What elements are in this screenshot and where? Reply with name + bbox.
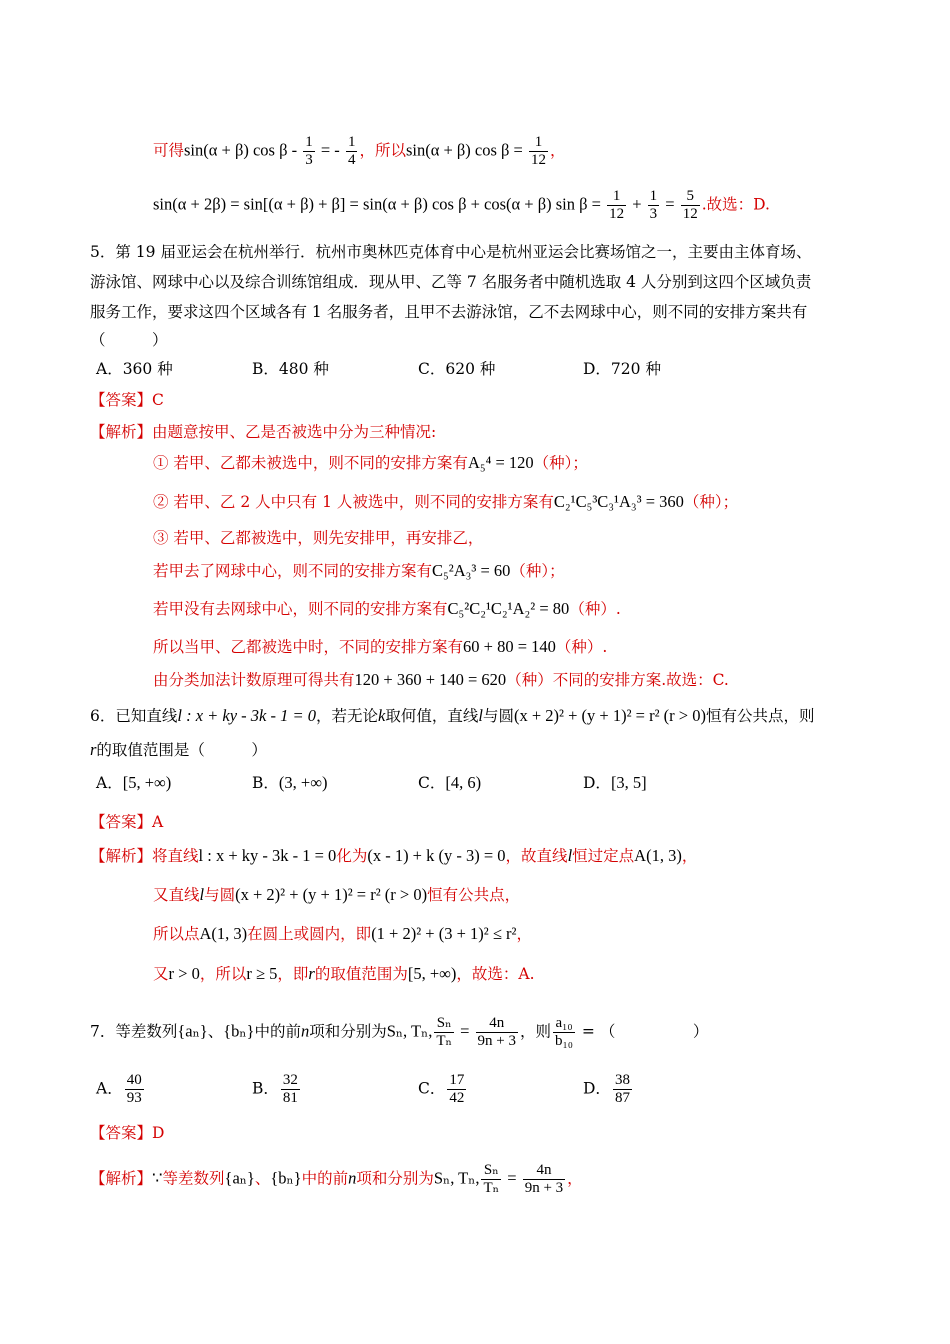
q7-analysis	[90, 1162, 583, 1197]
text: 等差数列	[162, 1169, 225, 1188]
numerator: Sₙ	[434, 1015, 454, 1033]
math: A₅⁴ = 120	[467, 453, 534, 472]
q6-answer	[90, 811, 163, 833]
text: ，即	[277, 965, 309, 983]
q5-analysis	[90, 421, 436, 443]
text: 6．已知直线	[90, 707, 178, 725]
text: ，	[550, 141, 566, 160]
text: 若甲去了网球中心，则不同的安排方案有	[153, 562, 433, 580]
denominator: 42	[449, 1090, 465, 1106]
text: 恒过定点	[572, 847, 635, 865]
denominator: 3	[649, 206, 658, 222]
q5-case-3a	[153, 560, 565, 582]
numerator: 38	[614, 1072, 630, 1088]
fraction	[607, 188, 626, 223]
option-label: D．	[583, 774, 611, 792]
denominator: 12	[609, 206, 625, 222]
text: 与圆	[204, 886, 236, 904]
text: ，则	[520, 1022, 552, 1041]
q5-stem-line: 5．第 19 届亚运会在杭州举行．杭州市奥林匹克体育中心是杭州亚运会比赛场馆之一，主要由主体育场、	[90, 243, 812, 261]
math: =	[661, 194, 679, 214]
q6-stem-1	[90, 705, 814, 727]
math: (1 + 2)² + (3 + 1)² ≤ r²	[371, 924, 517, 943]
math: l	[199, 885, 205, 904]
math: {aₙ}	[224, 1168, 255, 1188]
math: =	[503, 1168, 521, 1188]
q5-stem-line: 游泳馆、网球中心以及综合训练馆组成．现从甲、乙等 7 名服务者中随机选取 4 人分别到这四个区域负责	[90, 273, 812, 291]
text: 、	[254, 1169, 271, 1188]
option-b: B．480 种	[252, 360, 329, 378]
option-label: B．	[252, 774, 279, 792]
math: ∵	[152, 1168, 163, 1188]
fraction	[281, 1072, 300, 1107]
math: Sₙ, Tₙ,	[433, 1168, 480, 1188]
text: 、	[207, 1022, 224, 1041]
q4-line-1	[153, 134, 566, 169]
text: 化为	[336, 847, 368, 865]
math: k	[378, 706, 386, 725]
option-label: C．	[418, 1079, 446, 1098]
numerator: 1	[529, 134, 548, 152]
fraction	[434, 1015, 454, 1050]
option-d: D．720 种	[583, 360, 661, 378]
fraction	[523, 1162, 565, 1197]
fraction	[447, 1072, 466, 1107]
denominator: 3	[305, 152, 313, 168]
text: 的取值范围是（ ）	[96, 741, 267, 759]
math: l	[478, 706, 483, 725]
numerator: 1	[649, 188, 658, 204]
q5-final	[153, 669, 729, 691]
numerator: 1	[607, 188, 626, 206]
answer-value: A	[152, 813, 164, 831]
math: n	[348, 1168, 357, 1188]
math: l : x + ky - 3k - 1 = 0	[198, 846, 337, 865]
text: ，故直线	[505, 847, 568, 865]
text: 在圆上或圆内，即	[247, 925, 372, 943]
numerator: a₁₀	[553, 1015, 575, 1033]
q6-analysis-1	[90, 845, 697, 867]
math: Sₙ, Tₙ,	[386, 1021, 433, 1041]
option-c	[418, 772, 481, 794]
math: {aₙ}	[177, 1021, 208, 1041]
text: 恒有公共点，则	[705, 707, 815, 725]
option-label: A．	[96, 1079, 123, 1098]
denominator: 12	[531, 152, 546, 168]
numerator: 5	[681, 188, 700, 206]
option-math: [3, 5]	[610, 773, 647, 792]
math: sin(α + β) cos β -	[184, 140, 302, 160]
text: 将直线	[152, 847, 199, 865]
q5-stem-line: （ ）	[90, 331, 168, 349]
math: l : x + ky - 3k - 1 = 0	[177, 706, 317, 725]
math: {bₙ}	[223, 1021, 255, 1041]
text: 中的前	[254, 1022, 301, 1041]
text: ② 若甲、乙 2 人中只有 1 人被选中，则不同的安排方案有	[153, 493, 554, 511]
fraction	[481, 1162, 501, 1197]
fraction	[681, 188, 700, 223]
math: 60 + 80 = 140	[463, 637, 556, 656]
text: ，	[516, 925, 532, 943]
q5-sum	[153, 636, 607, 658]
text: 7．等差数列	[90, 1022, 178, 1041]
math: n	[300, 1021, 310, 1041]
text: ① 若甲、乙都未被选中，则不同的安排方案有	[153, 454, 468, 472]
math: {bₙ}	[270, 1168, 302, 1188]
denominator: 81	[282, 1090, 298, 1106]
q6-analysis-2	[153, 884, 520, 906]
math: C₅²A₃³ = 60	[432, 561, 511, 580]
math: = -	[316, 140, 344, 160]
text: 由题意按甲、乙是否被选中分为三种情况:	[152, 423, 437, 441]
q7-stem	[90, 1015, 708, 1050]
math: r	[90, 740, 97, 759]
option-label: D．	[583, 1079, 611, 1098]
denominator: 4	[347, 152, 356, 168]
math: sin(α + 2β) = sin[(α + β) + β] = sin(α + β) cos β + cos(α + β) sin β =	[153, 194, 606, 214]
option-a: A．360 种	[96, 360, 173, 378]
denominator: 93	[126, 1090, 142, 1106]
fraction	[529, 134, 548, 169]
denominator: 12	[682, 206, 698, 222]
option-a	[96, 1072, 146, 1107]
text: （种）；	[510, 562, 565, 580]
numerator: 17	[449, 1072, 465, 1088]
option-d	[583, 1072, 634, 1107]
math: A(1, 3)	[634, 846, 682, 865]
text: 中的前	[301, 1169, 349, 1188]
numerator: 40	[126, 1072, 142, 1088]
text: ，	[681, 847, 698, 865]
numerator: 4n	[523, 1162, 565, 1180]
analysis-tag: 【解析】	[90, 423, 153, 441]
option-math: [5, +∞)	[122, 773, 172, 792]
q5-answer	[90, 389, 164, 411]
analysis-tag: 【解析】	[90, 1169, 153, 1188]
math: =	[455, 1021, 474, 1041]
fraction	[346, 134, 358, 169]
math: (x + 2)² + (y + 1)² = r² (r > 0)	[235, 885, 428, 904]
text: ，若无论	[316, 707, 379, 725]
text: ，	[567, 1169, 583, 1188]
text: （种）；	[533, 454, 588, 472]
option-math: [4, 6)	[445, 773, 482, 792]
answer-tag: 【答案】	[90, 1124, 153, 1142]
option-label: A．	[96, 774, 123, 792]
analysis-tag: 【解析】	[90, 847, 153, 865]
text: 又直线	[153, 886, 200, 904]
text: 由分类加法计数原理可得共有	[153, 671, 355, 689]
math: (x - 1) + k (y - 3) = 0	[367, 846, 506, 865]
text: 项和分别为	[309, 1022, 387, 1041]
option-label: C．	[418, 774, 446, 792]
text: 所以点	[153, 925, 200, 943]
q4-line-2	[153, 188, 770, 223]
math: (x + 2)² + (y + 1)² = r² (r > 0)	[513, 706, 706, 725]
option-b	[252, 1072, 302, 1107]
option-a	[96, 772, 171, 794]
denominator: 9n + 3	[477, 1033, 517, 1049]
option-c	[418, 1072, 468, 1107]
answer-tag: 【答案】	[90, 391, 153, 409]
numerator: 4n	[476, 1015, 518, 1033]
text: （种）.	[555, 638, 608, 656]
text: 与圆	[482, 707, 514, 725]
option-math: (3, +∞)	[278, 773, 328, 792]
fraction	[303, 134, 315, 169]
numerator: 1	[305, 134, 313, 150]
fraction	[125, 1072, 144, 1107]
numerator: 32	[282, 1072, 298, 1088]
math: 120 + 360 + 140 = 620	[354, 670, 507, 689]
fraction	[648, 188, 660, 223]
text: 项和分别为	[356, 1169, 434, 1188]
math: A(1, 3)	[199, 924, 248, 943]
q6-stem-2	[90, 739, 267, 761]
math: r ≥ 5	[246, 964, 278, 983]
fraction	[613, 1072, 632, 1107]
math: l	[567, 846, 573, 865]
answer-value: C	[152, 391, 164, 409]
text: ，所以	[359, 141, 406, 160]
text: ，故选：A.	[456, 965, 535, 983]
q7-answer	[90, 1122, 164, 1144]
math: r	[308, 964, 315, 983]
denominator: 87	[614, 1090, 630, 1106]
q6-analysis-3	[153, 923, 532, 945]
math: C₅²C₂¹C₂¹A₂² = 80	[447, 599, 570, 618]
text: 又	[153, 965, 169, 983]
q5-case-3: ③ 若甲、乙都被选中，则先安排甲，再安排乙，	[153, 529, 484, 547]
denominator: b₁₀	[555, 1033, 573, 1049]
q5-case-2	[153, 491, 738, 513]
denominator: Tₙ	[436, 1033, 452, 1049]
fraction	[553, 1015, 575, 1050]
text: 的取值范围为	[314, 965, 408, 983]
numerator: 1	[347, 134, 356, 150]
text: 可得	[153, 141, 185, 160]
answer-tag: 【答案】	[90, 813, 153, 831]
option-d	[583, 772, 647, 794]
q5-case-3b	[153, 598, 621, 620]
numerator: Sₙ	[481, 1162, 501, 1180]
math: +	[628, 194, 646, 214]
text: = （ ）	[577, 1022, 709, 1041]
text: 恒有公共点，	[427, 886, 521, 904]
fraction	[476, 1015, 518, 1050]
answer-value: D	[152, 1124, 165, 1142]
text: （种）不同的安排方案.故选：C.	[506, 671, 729, 689]
text: 若甲没有去网球中心，则不同的安排方案有	[153, 600, 448, 618]
option-b	[252, 772, 327, 794]
text: 取何值，直线	[385, 707, 479, 725]
denominator: Tₙ	[483, 1180, 500, 1196]
q6-analysis-4	[153, 963, 535, 985]
text: 所以当甲、乙都被选中时，不同的安排方案有	[153, 638, 464, 656]
text: .故选：D.	[701, 195, 770, 214]
math: r > 0	[168, 964, 200, 983]
math: C₂¹C₅³C₃¹A₃³ = 360	[553, 492, 684, 511]
q5-case-1	[153, 452, 588, 474]
math: sin(α + β) cos β =	[405, 140, 527, 160]
denominator: 9n + 3	[524, 1180, 564, 1196]
option-label: B．	[252, 1079, 279, 1098]
text: ，所以	[199, 965, 247, 983]
text: （种）.	[569, 600, 621, 618]
q5-stem-line: 服务工作，要求这四个区域各有 1 名服务者，且甲不去游泳馆，乙不去网球中心，则不同的安排方案共有	[90, 303, 808, 321]
option-c: C．620 种	[418, 360, 496, 378]
text: （种）；	[683, 493, 739, 511]
math: [5, +∞)	[407, 964, 457, 983]
